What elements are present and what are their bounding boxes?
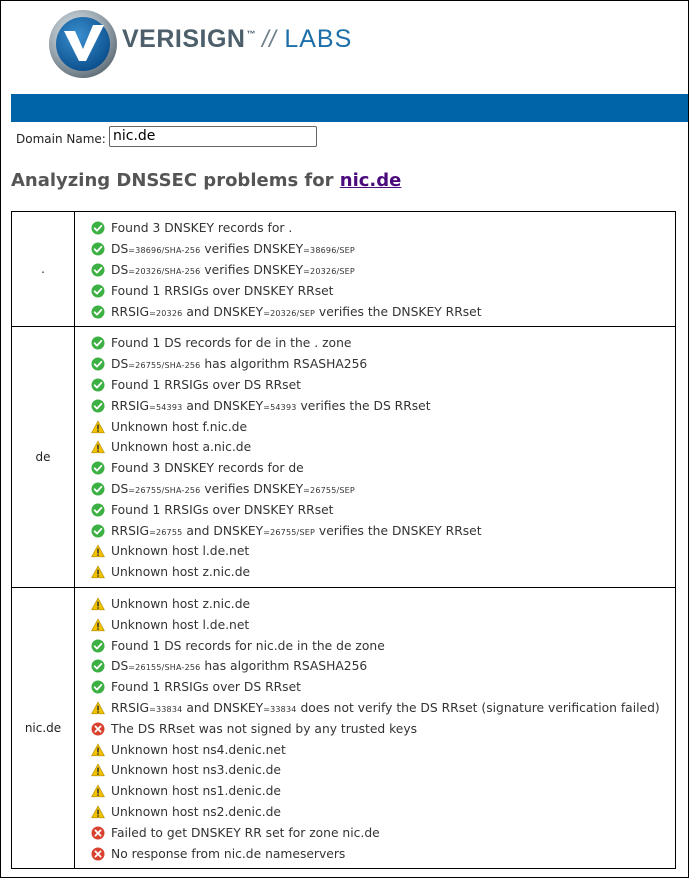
error-icon	[91, 847, 105, 861]
record-key-tag: =20326/SEP	[263, 308, 316, 318]
message-item	[91, 458, 669, 479]
message-fragment: has algorithm RSASHA256	[200, 659, 368, 674]
domain-name-label: Domain Name:	[16, 132, 106, 146]
brand-name: VERISIGN	[122, 25, 246, 53]
message-item	[91, 301, 669, 322]
results-table	[11, 211, 676, 869]
message-fragment: Found 1 RRSIGs over DS RRset	[111, 680, 301, 695]
domain-link[interactable]: nic.de	[339, 170, 402, 191]
record-key-tag: =38696/SEP	[303, 246, 355, 256]
message-item	[91, 354, 669, 375]
message-fragment: Unknown host z.nic.de	[111, 596, 251, 611]
record-key-tag: =26755/SEP	[303, 485, 355, 495]
check-icon	[91, 242, 105, 256]
site-header	[1, 1, 688, 94]
message-fragment: Found 1 RRSIGs over DNSKEY RRset	[111, 502, 334, 517]
warning-icon	[91, 420, 105, 434]
warning-icon	[91, 618, 105, 632]
message-fragment: RRSIG	[111, 398, 150, 413]
check-icon	[91, 305, 105, 319]
record-key-tag: =20326/SEP	[303, 266, 355, 276]
zone-row	[12, 326, 676, 587]
warning-icon	[91, 784, 105, 798]
check-icon	[91, 659, 105, 673]
zone-messages	[75, 326, 676, 587]
message-fragment: DS	[111, 481, 129, 496]
check-icon	[91, 284, 105, 298]
domain-form	[1, 122, 688, 154]
message-item	[91, 739, 669, 760]
zone-row	[12, 587, 676, 868]
warning-icon	[91, 763, 105, 777]
warning-icon	[91, 743, 105, 757]
message-fragment: and DNSKEY	[182, 398, 264, 413]
message-item	[91, 416, 669, 437]
record-key-tag: =33834	[149, 704, 183, 714]
brand-separator: //	[261, 26, 277, 53]
message-fragment: verifies the DS RRset	[296, 398, 431, 413]
message-text	[111, 305, 482, 319]
message-text	[111, 399, 431, 413]
message-text	[111, 242, 355, 256]
message-fragment: Found 1 RRSIGs over DS RRset	[111, 377, 301, 392]
message-fragment: Unknown host z.nic.de	[111, 565, 251, 580]
message-item	[91, 520, 669, 541]
message-item	[91, 822, 669, 843]
zone-row	[12, 212, 676, 327]
message-item	[91, 677, 669, 698]
message-fragment: and DNSKEY	[182, 523, 264, 538]
message-fragment: Found 1 DS records for nic.de in the de zone	[111, 638, 385, 653]
message-text	[111, 284, 334, 298]
message-item	[91, 802, 669, 823]
message-fragment: Unknown host f.nic.de	[111, 419, 248, 434]
message-text	[111, 565, 250, 579]
page-title-text: Analyzing DNSSEC problems for	[11, 170, 340, 191]
message-text	[111, 618, 249, 632]
zone-name: de	[12, 326, 75, 587]
message-text	[111, 524, 482, 538]
message-fragment: Unknown host ns2.denic.de	[111, 804, 282, 819]
message-text	[111, 263, 355, 277]
page-title	[11, 170, 401, 191]
message-item	[91, 760, 669, 781]
zone-messages	[75, 212, 676, 327]
navigation-bar	[11, 94, 688, 122]
domain-name-input[interactable]	[109, 126, 317, 147]
record-key-tag: =20326/SHA-256	[128, 266, 201, 276]
message-item	[91, 260, 669, 281]
message-text	[111, 701, 660, 715]
zone-name: nic.de	[12, 587, 75, 868]
record-key-tag: =26755/SEP	[263, 527, 316, 537]
check-icon	[91, 336, 105, 350]
message-fragment: does not verify the DS RRset (signature verification failed)	[296, 700, 660, 715]
message-fragment: DS	[111, 242, 129, 257]
record-key-tag: =26155/SHA-256	[128, 663, 201, 673]
record-key-tag: =38696/SHA-256	[128, 246, 201, 256]
record-key-tag: =20326	[149, 308, 183, 318]
message-fragment: DS	[111, 262, 129, 277]
record-key-tag: =26755/SHA-256	[128, 485, 201, 495]
message-fragment: RRSIG	[111, 304, 150, 319]
message-item	[91, 718, 669, 739]
message-fragment: Found 1 RRSIGs over DNSKEY RRset	[111, 283, 334, 298]
record-key-tag: =54393	[149, 402, 183, 412]
zone-messages	[75, 587, 676, 868]
message-fragment: RRSIG	[111, 523, 150, 538]
message-item	[91, 395, 669, 416]
zone-name: .	[12, 212, 75, 327]
trademark-symbol: ™	[246, 29, 256, 39]
message-fragment: Unknown host ns1.denic.de	[111, 784, 282, 799]
message-fragment: Unknown host ns3.denic.de	[111, 763, 282, 778]
message-fragment: Failed to get DNSKEY RR set for zone nic.de	[111, 825, 380, 840]
error-icon	[91, 826, 105, 840]
message-fragment: Unknown host a.nic.de	[111, 440, 252, 455]
warning-icon	[91, 440, 105, 454]
check-icon	[91, 263, 105, 277]
check-icon	[91, 378, 105, 392]
check-icon	[91, 524, 105, 538]
check-icon	[91, 461, 105, 475]
message-item	[91, 375, 669, 396]
message-item	[91, 280, 669, 301]
error-icon	[91, 722, 105, 736]
message-fragment: Unknown host l.de.net	[111, 617, 250, 632]
message-fragment: has algorithm RSASHA256	[200, 357, 368, 372]
message-text	[111, 722, 417, 736]
brand-wordmark	[122, 25, 352, 54]
message-text	[111, 680, 301, 694]
warning-icon	[91, 565, 105, 579]
message-item	[91, 479, 669, 500]
message-fragment: Found 3 DNSKEY records for de	[111, 461, 304, 476]
message-item	[91, 614, 669, 635]
message-fragment: verifies DNSKEY	[200, 242, 304, 257]
message-text	[111, 221, 292, 235]
verisign-logo-icon	[48, 9, 118, 79]
message-text	[111, 461, 304, 475]
message-fragment: verifies the DNSKEY RRset	[315, 523, 482, 538]
message-fragment: verifies DNSKEY	[200, 481, 304, 496]
record-key-tag: =54393	[263, 402, 297, 412]
message-fragment: No response from nic.de nameservers	[111, 846, 346, 861]
record-key-tag: =33834	[263, 704, 297, 714]
warning-icon	[91, 597, 105, 611]
check-icon	[91, 357, 105, 371]
message-item	[91, 541, 669, 562]
message-item	[91, 239, 669, 260]
message-item	[91, 843, 669, 864]
check-icon	[91, 639, 105, 653]
message-item	[91, 594, 669, 615]
message-fragment: and DNSKEY	[182, 304, 264, 319]
message-fragment: and DNSKEY	[182, 700, 264, 715]
message-text	[111, 639, 385, 653]
warning-icon	[91, 544, 105, 558]
message-fragment: DS	[111, 659, 129, 674]
check-icon	[91, 399, 105, 413]
message-text	[111, 482, 355, 496]
message-text	[111, 743, 286, 757]
message-text	[111, 763, 281, 777]
message-item	[91, 218, 669, 239]
warning-icon	[91, 805, 105, 819]
record-key-tag: =26755	[149, 527, 183, 537]
check-icon	[91, 503, 105, 517]
message-text	[111, 336, 351, 350]
message-item	[91, 781, 669, 802]
message-text	[111, 357, 367, 371]
message-text	[111, 597, 250, 611]
message-text	[111, 826, 380, 840]
message-fragment: Unknown host ns4.denic.net	[111, 742, 286, 757]
message-text	[111, 378, 301, 392]
message-text	[111, 847, 345, 861]
brand-labs: LABS	[284, 25, 353, 53]
check-icon	[91, 221, 105, 235]
record-key-tag: =26755/SHA-256	[128, 361, 201, 371]
message-fragment: Found 1 DS records for de in the . zone	[111, 336, 352, 351]
message-text	[111, 659, 367, 673]
message-fragment: verifies the DNSKEY RRset	[315, 304, 482, 319]
message-fragment: DS	[111, 357, 129, 372]
message-text	[111, 440, 251, 454]
message-text	[111, 805, 281, 819]
message-fragment: Unknown host l.de.net	[111, 544, 250, 559]
message-text	[111, 420, 247, 434]
message-item	[91, 656, 669, 677]
warning-icon	[91, 701, 105, 715]
message-item	[91, 499, 669, 520]
message-item	[91, 562, 669, 583]
message-item	[91, 333, 669, 354]
message-item	[91, 635, 669, 656]
message-fragment: RRSIG	[111, 700, 150, 715]
message-fragment: The DS RRset was not signed by any trusted keys	[111, 721, 418, 736]
check-icon	[91, 680, 105, 694]
message-text	[111, 503, 334, 517]
message-fragment: Found 3 DNSKEY records for .	[111, 221, 293, 236]
check-icon	[91, 482, 105, 496]
message-text	[111, 544, 249, 558]
message-fragment: verifies DNSKEY	[200, 262, 304, 277]
message-text	[111, 784, 281, 798]
message-item	[91, 698, 669, 719]
message-item	[91, 437, 669, 458]
